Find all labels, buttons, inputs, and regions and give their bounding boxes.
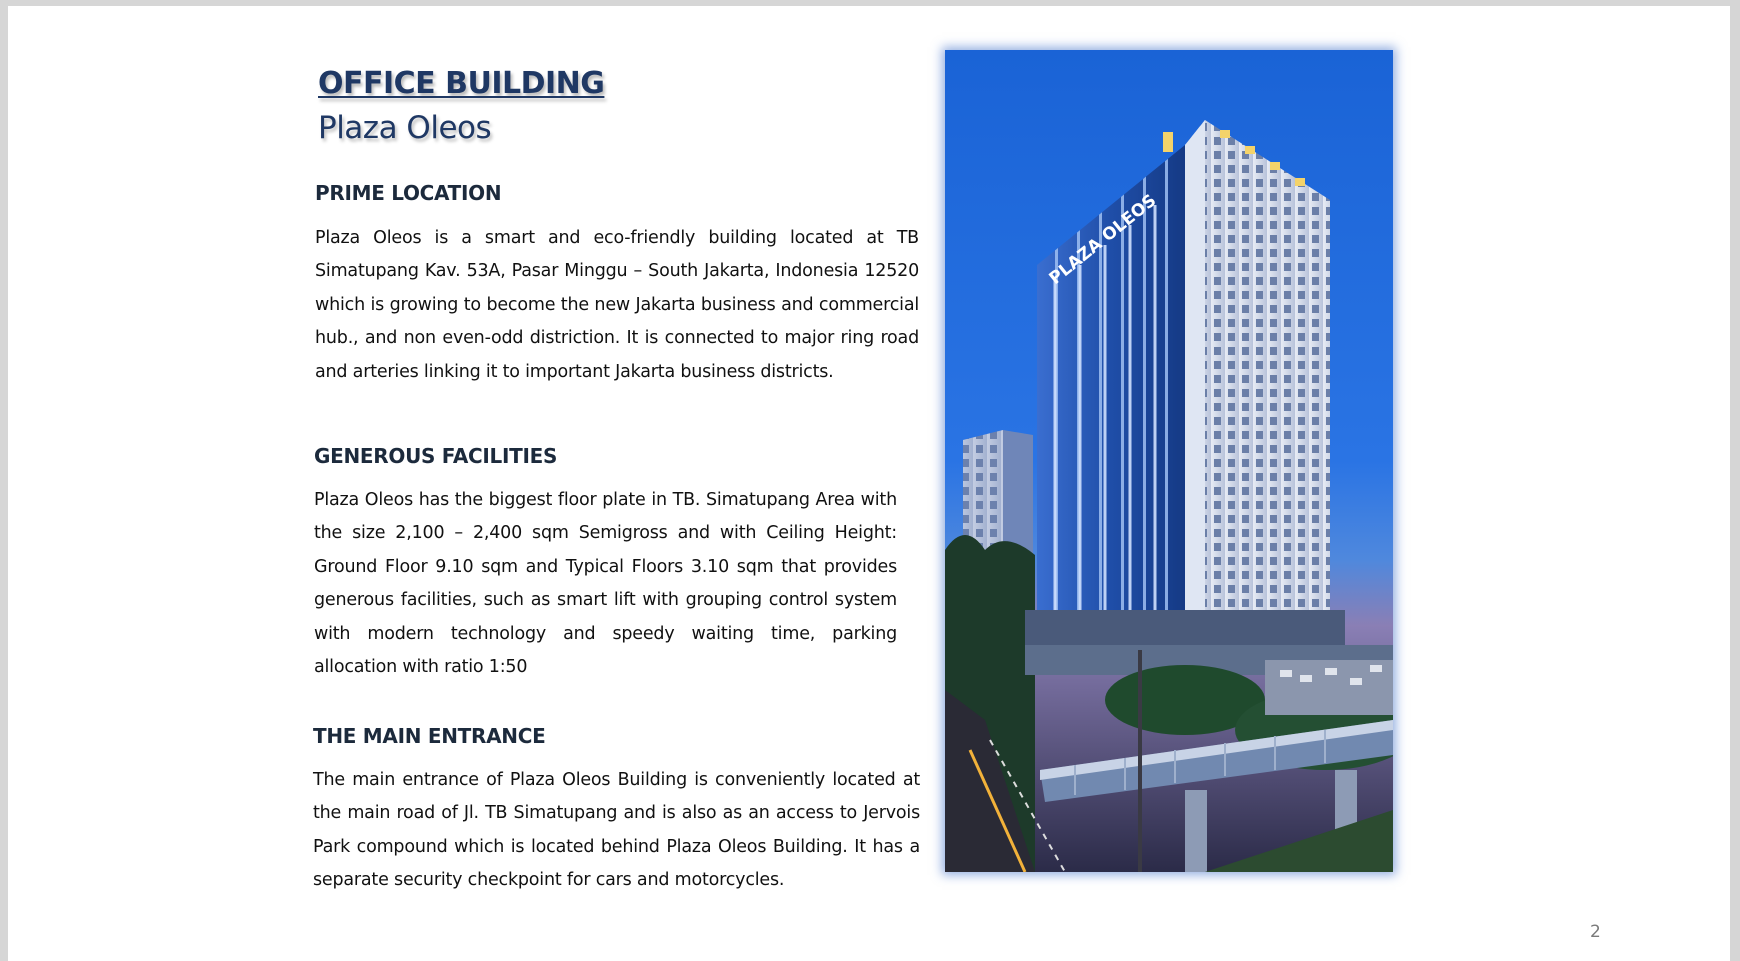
- section-main-entrance: [313, 723, 920, 898]
- section-heading: GENEROUS FACILITIES: [314, 444, 558, 468]
- page-number: 2: [1590, 922, 1601, 942]
- document-title: OFFICE BUILDING: [318, 66, 605, 101]
- section-prime-location: [315, 180, 919, 389]
- document-subtitle: Plaza Oleos: [318, 110, 492, 146]
- building-illustration: [945, 50, 1393, 872]
- section-heading: PRIME LOCATION: [315, 181, 502, 205]
- section-body: Plaza Oleos has the biggest floor plate in TB. Simatupang Area with the size 2,100 – 2,400 sqm Semigross and with Ceiling Height: Ground Floor 9.10 sqm and Typical Floors 3.10 sqm that provides generous facilities, such as smart lift with grouping control system with modern technology and speedy waiting time, parking allocation with ratio 1:50: [314, 490, 897, 678]
- document-page: [8, 6, 1730, 961]
- section-generous-facilities: [314, 443, 897, 684]
- building-sign: PLAZA OLEOS: [1045, 190, 1161, 289]
- section-heading: THE MAIN ENTRANCE: [313, 724, 546, 748]
- building-photo: [945, 50, 1393, 872]
- section-body: Plaza Oleos is a smart and eco-friendly building located at TB Simatupang Kav. 53A, Pasar Minggu – South Jakarta, Indonesia 12520 which is growing to become the new Jakarta business and commercial hub., and non even-odd distriction. It is connected to major ring road and arteries linking it to important Jakarta business districts.: [315, 228, 919, 382]
- section-body: The main entrance of Plaza Oleos Building is conveniently located at the main road of Jl. TB Simatupang and is also as an access to Jervois Park compound which is located behind Plaza Oleos Building. It has a separate security checkpoint for cars and motorcycles.: [313, 770, 920, 891]
